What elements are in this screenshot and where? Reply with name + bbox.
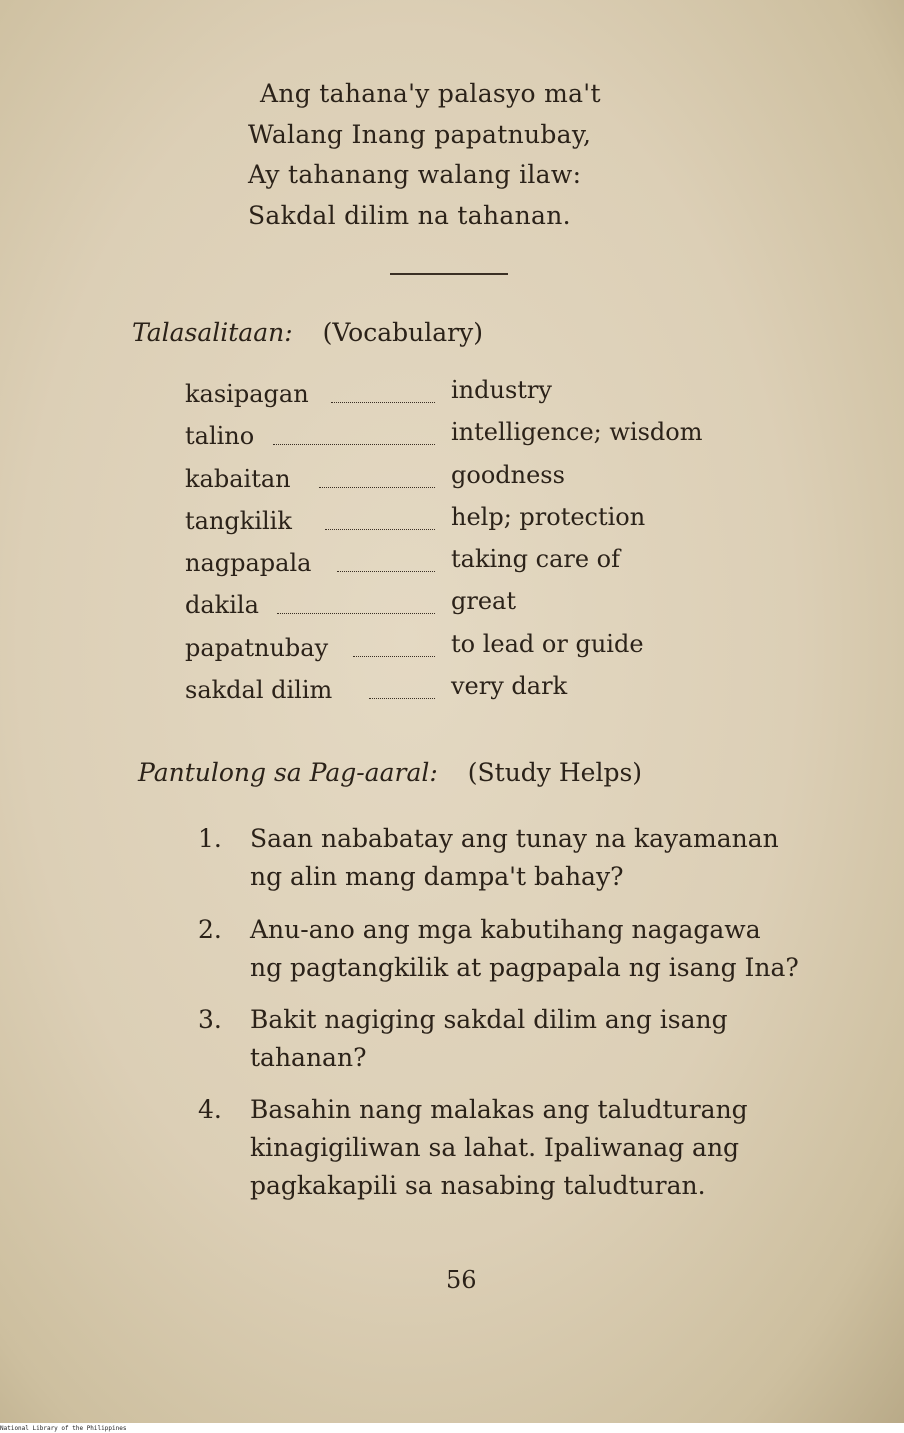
question-number: 1.: [198, 824, 222, 853]
vocabulary-item: [185, 587, 745, 629]
vocabulary-item: [185, 545, 745, 587]
vocabulary-meaning: intelligence; wisdom: [451, 418, 703, 447]
poem-line: Walang Inang papatnubay,: [248, 119, 592, 149]
question-text: Bakit nagiging sakdal dilim ang isang tahanan?: [250, 1005, 728, 1072]
vocabulary-meaning: goodness: [451, 460, 565, 489]
study-question: [198, 1091, 808, 1205]
study-helps-heading-translation: (Study Helps): [467, 758, 643, 787]
vocabulary-meaning: help; protection: [451, 502, 646, 531]
poem-line: Ay tahanang walang ilaw:: [248, 160, 582, 189]
vocabulary-term: nagpapala: [185, 549, 312, 578]
vocabulary-heading: [132, 318, 483, 347]
poem-line: Ang tahana'y palasyo ma't: [260, 79, 601, 108]
vocabulary-heading-label: Talasalitaan:: [132, 318, 293, 347]
vocabulary-item: [185, 376, 745, 418]
section-divider: [390, 273, 508, 275]
dotted-leader: [319, 487, 435, 488]
vocabulary-meaning: very dark: [451, 672, 568, 701]
vocabulary-meaning: to lead or guide: [451, 629, 644, 658]
dotted-leader: [331, 402, 435, 403]
question-text: Basahin nang malakas ang taludturang kinagigiliwan sa lahat. Ipaliwanag ang pagkakapili sa nasabing taludturan.: [250, 1095, 748, 1200]
vocabulary-term: sakdal dilim: [185, 676, 333, 705]
vocabulary-term: kasipagan: [185, 380, 309, 408]
vocabulary-meaning: taking care of: [451, 545, 621, 574]
page-number: 56: [446, 1266, 477, 1294]
vocabulary-item: [185, 503, 745, 545]
study-question: [198, 820, 808, 896]
vocabulary-heading-translation: (Vocabulary): [322, 318, 483, 347]
poem-line: Sakdal dilim na tahanan.: [248, 200, 571, 230]
dotted-leader: [337, 571, 435, 572]
vocabulary-term: talino: [185, 422, 255, 451]
vocabulary-meaning: industry: [451, 376, 552, 404]
study-question: [198, 1001, 808, 1077]
study-questions-list: [198, 820, 808, 1205]
dotted-leader: [325, 529, 435, 530]
vocabulary-term: papatnubay: [185, 633, 329, 662]
footer-credit: National Library of the Philippines: [0, 1425, 127, 1432]
study-helps-heading: [138, 758, 642, 787]
study-helps-heading-label: Pantulong sa Pag-aaral:: [138, 758, 438, 787]
vocabulary-meaning: great: [451, 587, 516, 616]
vocabulary-term: dakila: [185, 591, 259, 620]
study-question: [198, 911, 808, 987]
dotted-leader: [277, 613, 435, 614]
vocabulary-term: kabaitan: [185, 464, 291, 493]
question-number: 3.: [198, 1005, 222, 1034]
vocabulary-item: [185, 418, 745, 460]
vocabulary-item: [185, 630, 745, 672]
dotted-leader: [273, 444, 435, 445]
dotted-leader: [353, 656, 435, 657]
poem-stanza: [248, 74, 601, 236]
vocabulary-term: tangkilik: [185, 506, 292, 535]
question-number: 4.: [198, 1095, 222, 1124]
vocabulary-item: [185, 461, 745, 503]
dotted-leader: [369, 698, 435, 699]
question-number: 2.: [198, 915, 222, 944]
vocabulary-item: [185, 672, 745, 714]
question-text: Anu-ano ang mga kabutihang nagagawa ng pagtangkilik at pagpapala ng isang Ina?: [250, 915, 799, 982]
vocabulary-list: [185, 376, 745, 714]
question-text: Saan nababatay ang tunay na kayamanan ng alin mang dampa't bahay?: [250, 824, 779, 891]
